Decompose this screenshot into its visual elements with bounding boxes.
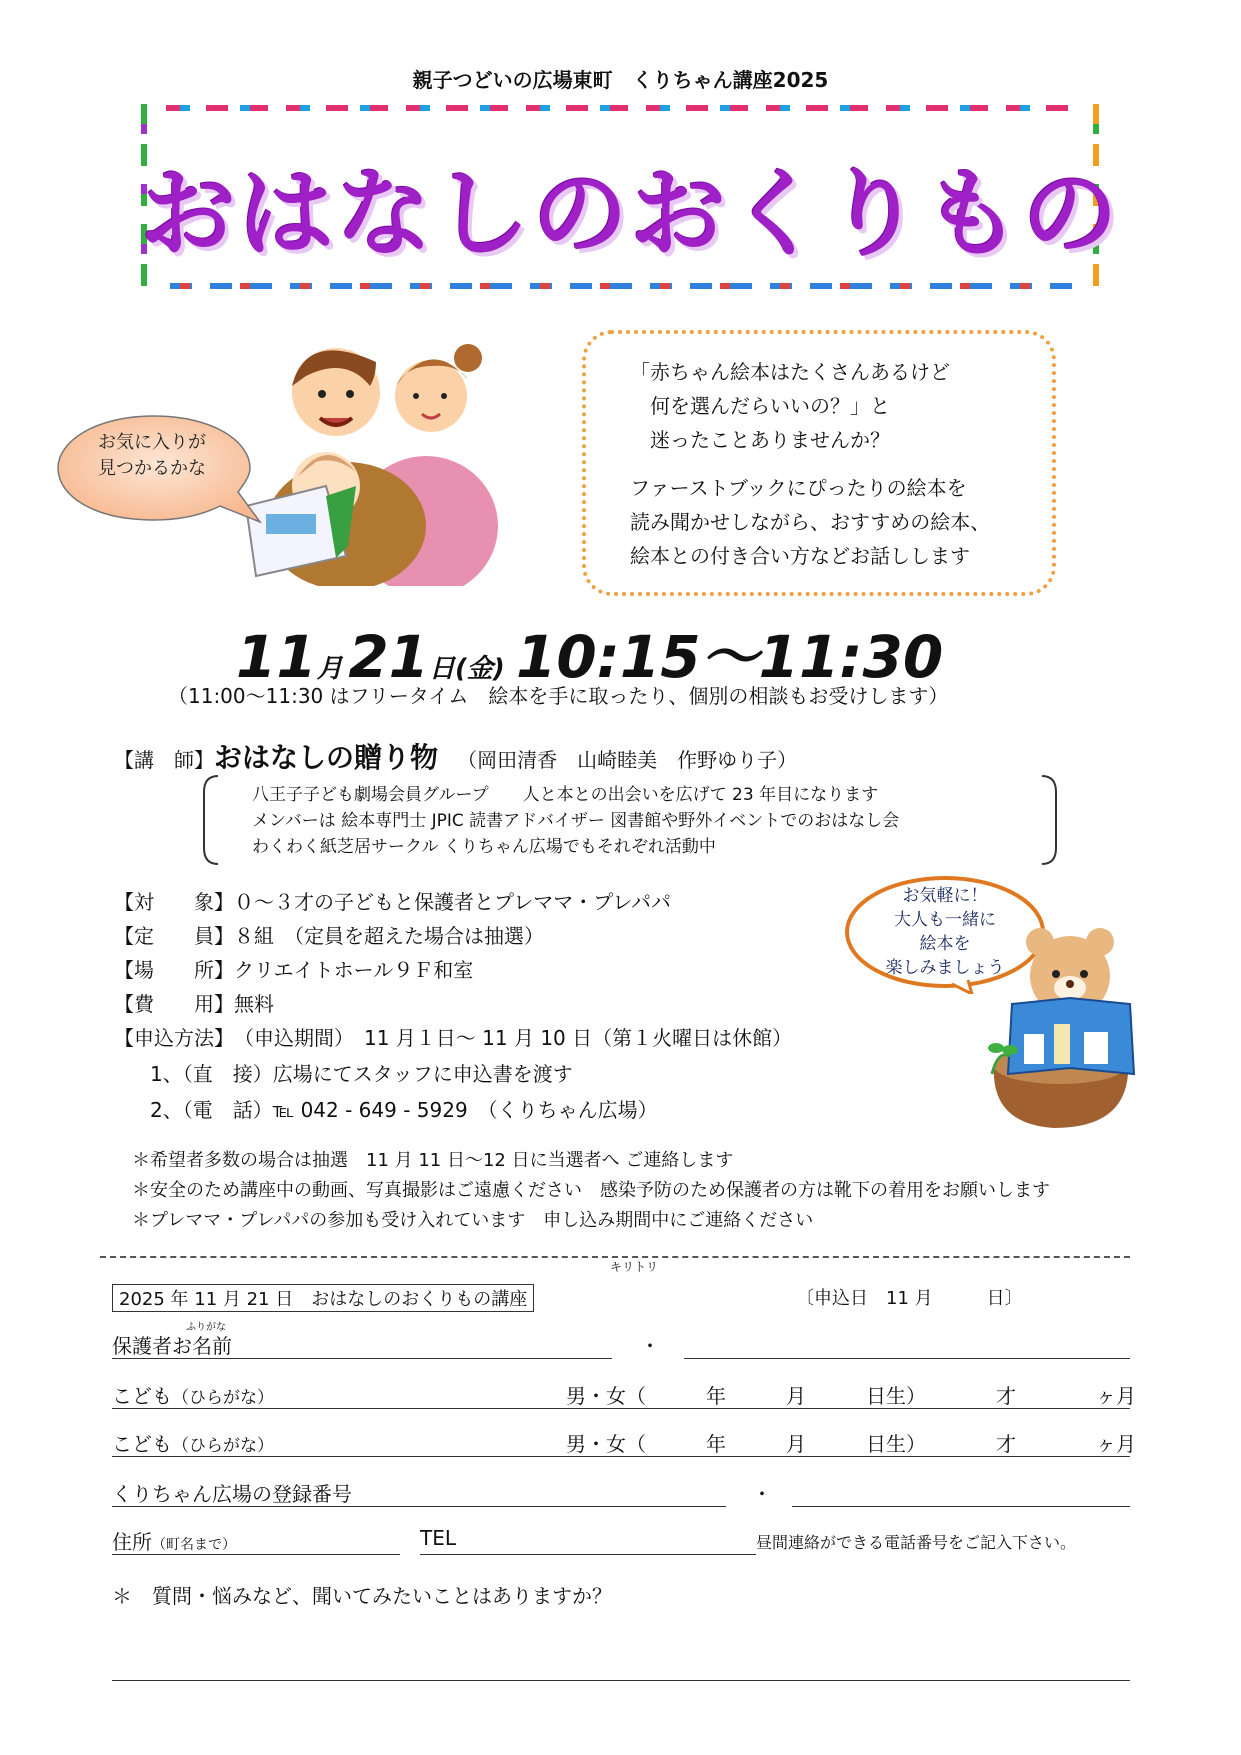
detail-fee: 【費 用】無料	[114, 992, 274, 1016]
lecturer-desc: メンバーは 絵本専門士 JPIC 読書アドバイザー 図書館や野外イベントでのおはなし会	[252, 811, 900, 831]
event-date: 11月 21日(金) 10:15〜11:30	[236, 623, 944, 691]
intro-line: 迷ったことありませんか？	[630, 428, 890, 452]
form-apply-date: 〔申込日 11 月 日〕	[796, 1288, 1023, 1309]
tel-line[interactable]	[420, 1554, 756, 1555]
apply-method-direct: 1、（直 接）広場にてスタッフに申込書を渡す	[150, 1062, 573, 1086]
intro-line: 何を選んだらいいの？」と	[630, 394, 890, 418]
header-line: 親子つどいの広場東町 くりちゃん講座2025	[412, 68, 829, 92]
child-1-label: こども（ひらがな）	[112, 1384, 274, 1408]
tel-label: TEL	[420, 1526, 456, 1550]
intro-line: 絵本との付き合い方などお話しします	[630, 544, 970, 568]
guardian-name-label: 保護者お名前	[112, 1334, 232, 1358]
bear-reading-illustration	[984, 924, 1154, 1134]
speech-bubble-left-text: お気に入りが 見つかるかな	[98, 432, 206, 479]
apply-method-phone: 2、（電 話）℡ 042 - 649 - 5929 （くりちゃん広場）	[150, 1098, 658, 1122]
guardian-name-line[interactable]	[112, 1358, 612, 1359]
address-line[interactable]	[112, 1554, 400, 1555]
tel-note: 昼間連絡ができる電話番号をご記入下さい。	[756, 1533, 1077, 1552]
cut-label: キリトリ	[604, 1258, 664, 1275]
note-pre-parents: ＊プレママ・プレパパの参加も受け入れています 申し込み期間中にご連絡ください	[132, 1210, 814, 1231]
question-answer-line[interactable]	[112, 1680, 1130, 1681]
child-2-gender-dob: 男・女（ 年 月 日生） 才 ヶ月	[566, 1432, 1136, 1456]
register-number-line[interactable]	[112, 1506, 726, 1507]
form-course-title: 2025 年 11 月 21 日 おはなしのおくりもの講座	[112, 1284, 534, 1312]
intro-line: 読み聞かせしながら、おすすめの絵本、	[630, 510, 991, 534]
family-reading-illustration	[236, 336, 546, 586]
child-2-label: こども（ひらがな）	[112, 1432, 274, 1456]
note-safety: ＊安全のため講座中の動画、写真撮影はご遠慮ください 感染予防のため保護者の方は靴下の着用をお願いします	[132, 1180, 1050, 1201]
main-title: おはなしのおくりもの	[140, 158, 1120, 270]
detail-capacity: 【定 員】８組 （定員を超えた場合は抽選）	[114, 924, 544, 948]
furigana-label: ふりがな	[186, 1322, 226, 1333]
separator-dot: ・	[640, 1334, 660, 1358]
free-time-note: （11:00〜11:30 はフリータイム 絵本を手に取ったり、個別の相談もお受けします）	[168, 684, 949, 708]
intro-line: ファーストブックにぴったりの絵本を	[630, 476, 967, 500]
guardian-name-line-2[interactable]	[684, 1358, 1130, 1359]
child-1-gender-dob: 男・女（ 年 月 日生） 才 ヶ月	[566, 1384, 1136, 1408]
question-prompt: ＊ 質問・悩みなど、聞いてみたいことはありますか？	[112, 1584, 612, 1608]
address-label: 住所（町名まで）	[112, 1530, 236, 1554]
register-number-label: くりちゃん広場の登録番号	[112, 1482, 352, 1506]
speech-bubble-right-text: お気軽に！ 大人も一緒に 絵本を 楽しみましょう	[885, 886, 1005, 978]
lecturer-desc: わくわく紙芝居サークル くりちゃん広場でもそれぞれ活動中	[252, 837, 716, 857]
detail-target: 【対 象】０〜３才の子どもと保護者とプレママ・プレパパ	[114, 890, 671, 914]
detail-location: 【場 所】クリエイトホール９Ｆ和室	[114, 958, 474, 982]
lecturer-desc: 八王子子ども劇場会員グループ 人と本との出会いを広げて 23 年目になります	[252, 785, 879, 805]
detail-apply-method: 【申込方法】 （申込期間） 11 月１日〜 11 月 10 日（第１火曜日は休館）	[114, 1026, 793, 1050]
intro-line: 「赤ちゃん絵本はたくさんあるけど	[630, 360, 950, 384]
note-lottery: ＊希望者多数の場合は抽選 11 月 11 日〜12 日に当選者へ ご連絡します	[132, 1150, 734, 1171]
lecturer-row: 【講 師】おはなしの贈り物 （岡田清香 山崎睦美 作野ゆり子）	[114, 741, 798, 774]
separator-dot: ・	[752, 1482, 772, 1506]
register-number-line-2[interactable]	[792, 1506, 1130, 1507]
